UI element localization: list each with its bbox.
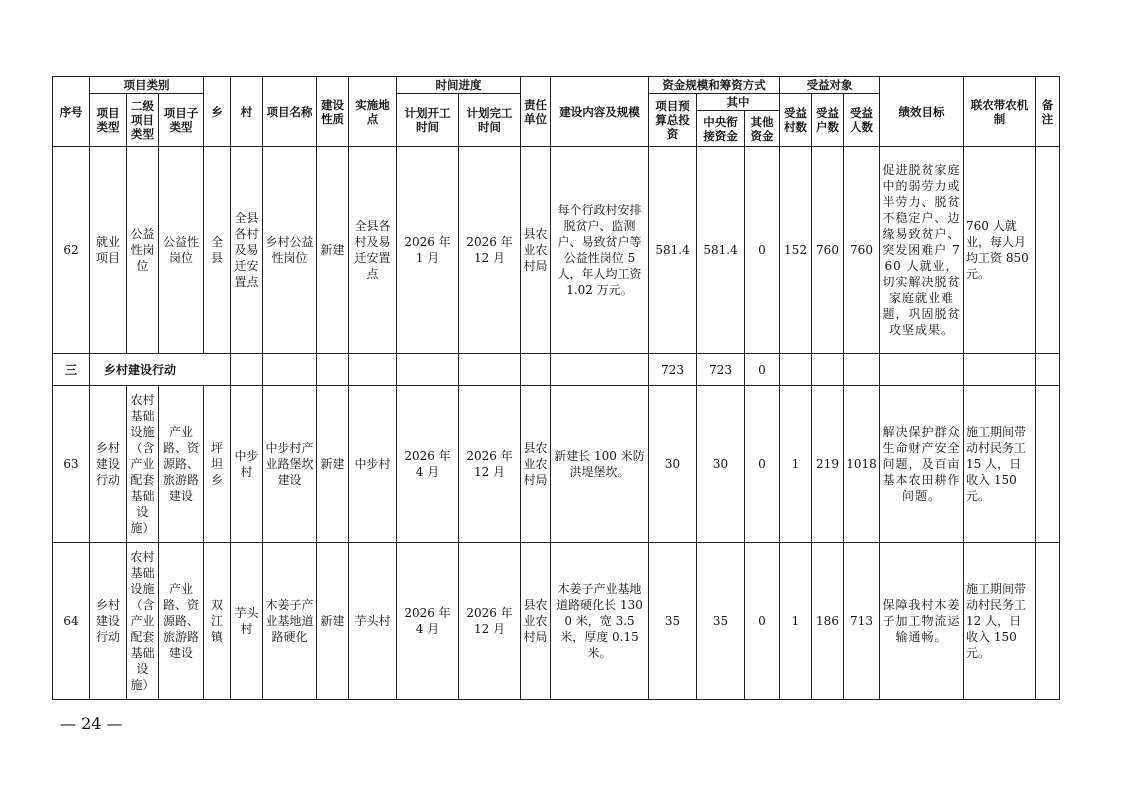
cell-remarks [1036, 147, 1060, 354]
cell-village: 全县各村及易迁安置点 [231, 147, 263, 354]
header-village: 村 [231, 77, 263, 147]
cell-sub-type: 公益性岗位 [159, 147, 204, 354]
cell-nature: 新建 [317, 147, 349, 354]
cell-central-funds: 35 [697, 543, 745, 700]
cell-responsible: 县农业农村局 [521, 147, 551, 354]
cell-content: 木姜子产业基地道路硬化长 1300 米，宽 3.5 米，厚度 0.15 米。 [551, 543, 649, 700]
header-project-type: 项目类型 [90, 94, 127, 147]
cell-mechanism: 施工期间带动村民务工 15 人，日收入 150 元。 [964, 386, 1036, 543]
cell-location: 全县各村及易迁安置点 [349, 147, 397, 354]
cell-performance: 解决保护群众生命财产安全问题，及百亩基本农田耕作问题。 [880, 386, 964, 543]
header-households: 受益户数 [812, 94, 844, 147]
cell-villages: 1 [780, 543, 812, 700]
empty-cell [812, 354, 844, 386]
empty-cell [521, 354, 551, 386]
cell-project-name: 中步村产业路堡坎建设 [263, 386, 317, 543]
header-plan-end: 计划完工时间 [459, 94, 521, 147]
empty-cell [551, 354, 649, 386]
empty-cell [397, 354, 459, 386]
table-row [53, 386, 1060, 543]
empty-cell [964, 354, 1036, 386]
cell-township: 全县 [204, 147, 231, 354]
cell-level2-type: 公益性岗位 [127, 147, 159, 354]
section-budget: 723 [649, 354, 697, 386]
cell-villages: 152 [780, 147, 812, 354]
header-township: 乡 [204, 77, 231, 147]
header-level2-type: 二级项目类型 [127, 94, 159, 147]
header-responsible: 责任单位 [521, 77, 551, 147]
cell-content: 新建长 100 米防洪堤堡坎。 [551, 386, 649, 543]
empty-cell [459, 354, 521, 386]
header-location: 实施地点 [349, 77, 397, 147]
cell-sub-type: 产业路、资源路、旅游路建设 [159, 543, 204, 700]
project-table [52, 76, 1060, 700]
cell-township: 坪坦乡 [204, 386, 231, 543]
empty-cell [1036, 354, 1060, 386]
cell-nature: 新建 [317, 386, 349, 543]
cell-performance: 促进脱贫家庭中的弱劳力或半劳力、脱贫不稳定户、边缘易致贫户、突发困难户 760 人就业，切实解决脱贫家庭就业难题，巩固脱贫攻坚成果。 [880, 147, 964, 354]
cell-seq: 62 [53, 147, 90, 354]
header-schedule-group: 时间进度 [397, 77, 521, 94]
cell-plan-end: 2026 年 12 月 [459, 543, 521, 700]
cell-households: 186 [812, 543, 844, 700]
header-among-group: 其中 [697, 94, 780, 111]
header-content: 建设内容及规模 [551, 77, 649, 147]
cell-remarks [1036, 386, 1060, 543]
cell-responsible: 县农业农村局 [521, 386, 551, 543]
cell-households: 219 [812, 386, 844, 543]
cell-plan-start: 2026 年 4 月 [397, 386, 459, 543]
cell-mechanism: 施工期间带动村民务工 12 人，日收入 150 元。 [964, 543, 1036, 700]
cell-households: 760 [812, 147, 844, 354]
cell-other-funds: 0 [745, 386, 780, 543]
header-people: 受益人数 [844, 94, 880, 147]
cell-central-funds: 30 [697, 386, 745, 543]
page-number: — 24 — [60, 714, 123, 733]
header-project-name: 项目名称 [263, 77, 317, 147]
header-nature: 建设性质 [317, 77, 349, 147]
cell-location: 芋头村 [349, 543, 397, 700]
header-beneficiary-group: 受益对象 [780, 77, 880, 94]
cell-seq: 63 [53, 386, 90, 543]
cell-plan-start: 2026 年 1 月 [397, 147, 459, 354]
empty-cell [844, 354, 880, 386]
header-villages: 受益村数 [780, 94, 812, 147]
cell-mechanism: 760 人就业，每人月均工资 850 元。 [964, 147, 1036, 354]
empty-cell [231, 354, 263, 386]
empty-cell [263, 354, 317, 386]
cell-plan-end: 2026 年 12 月 [459, 147, 521, 354]
cell-villages: 1 [780, 386, 812, 543]
cell-content: 每个行政村安排脱贫户、监测户、易致贫户等公益性岗位 5 人，年人均工资 1.02 万元。 [551, 147, 649, 354]
cell-level2-type: 农村基础设施（含产业配套基础设施） [127, 386, 159, 543]
header-plan-start: 计划开工时间 [397, 94, 459, 147]
cell-plan-start: 2026 年 4 月 [397, 543, 459, 700]
header-performance: 绩效目标 [880, 77, 964, 147]
empty-cell [880, 354, 964, 386]
cell-plan-end: 2026 年 12 月 [459, 386, 521, 543]
header-row-1 [53, 77, 1060, 94]
cell-people: 713 [844, 543, 880, 700]
cell-village: 芋头村 [231, 543, 263, 700]
cell-remarks [1036, 543, 1060, 700]
cell-township: 双江镇 [204, 543, 231, 700]
section-central-funds: 723 [697, 354, 745, 386]
cell-central-funds: 581.4 [697, 147, 745, 354]
table-row [53, 543, 1060, 700]
table-row [53, 147, 1060, 354]
empty-cell [349, 354, 397, 386]
section-row [53, 354, 1060, 386]
cell-budget: 581.4 [649, 147, 697, 354]
cell-project-type: 乡村建设行动 [90, 543, 127, 700]
cell-sub-type: 产业路、资源路、旅游路建设 [159, 386, 204, 543]
header-seq: 序号 [53, 77, 90, 147]
header-category-group: 项目类别 [90, 77, 204, 94]
cell-people: 760 [844, 147, 880, 354]
empty-cell [317, 354, 349, 386]
cell-seq: 64 [53, 543, 90, 700]
cell-project-type: 乡村建设行动 [90, 386, 127, 543]
project-table-container [52, 76, 1060, 700]
cell-project-type: 就业项目 [90, 147, 127, 354]
cell-responsible: 县农业农村局 [521, 543, 551, 700]
header-remarks: 备注 [1036, 77, 1060, 147]
header-central-funds: 中央衔接资金 [697, 111, 745, 147]
cell-people: 1018 [844, 386, 880, 543]
section-other-funds: 0 [745, 354, 780, 386]
cell-project-name: 乡村公益性岗位 [263, 147, 317, 354]
empty-cell [780, 354, 812, 386]
header-other-funds: 其他资金 [745, 111, 780, 147]
header-budget: 项目预算总投资 [649, 94, 697, 147]
cell-other-funds: 0 [745, 543, 780, 700]
cell-project-name: 木姜子产业基地道路硬化 [263, 543, 317, 700]
cell-other-funds: 0 [745, 147, 780, 354]
cell-location: 中步村 [349, 386, 397, 543]
cell-level2-type: 农村基础设施（含产业配套基础设施） [127, 543, 159, 700]
cell-performance: 保障我村木姜子加工物流运输通畅。 [880, 543, 964, 700]
header-mechanism: 联农带农机制 [964, 77, 1036, 147]
section-seq: 三 [53, 354, 90, 386]
cell-nature: 新建 [317, 543, 349, 700]
section-title: 乡村建设行动 [90, 354, 231, 386]
header-sub-type: 项目子类型 [159, 94, 204, 147]
header-funding-group: 资金规模和筹资方式 [649, 77, 780, 94]
cell-budget: 35 [649, 543, 697, 700]
cell-budget: 30 [649, 386, 697, 543]
cell-village: 中步村 [231, 386, 263, 543]
